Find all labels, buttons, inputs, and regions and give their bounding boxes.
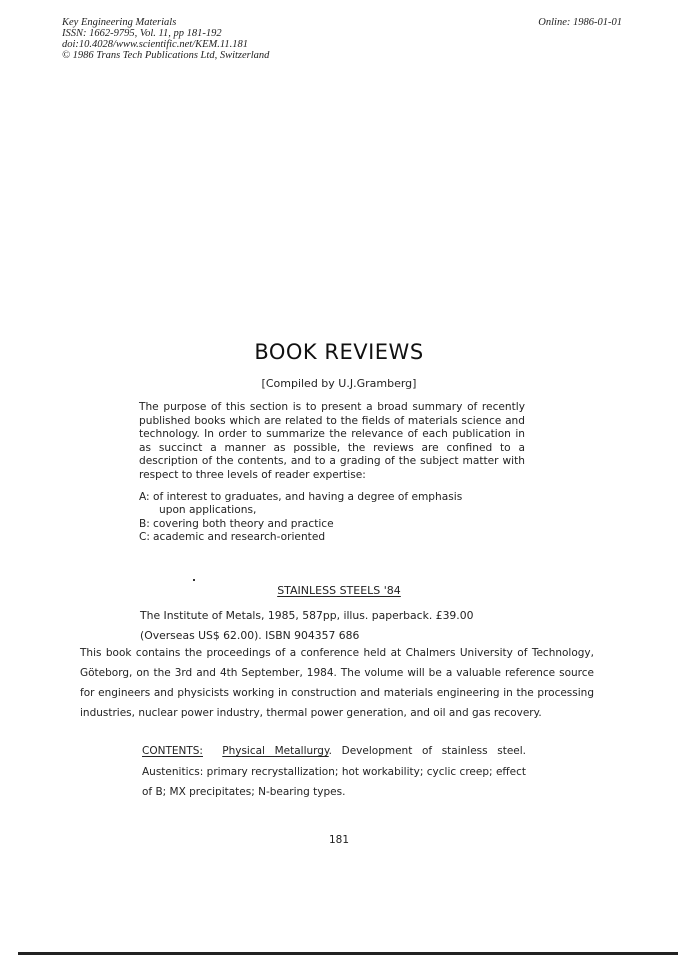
bottom-rule — [18, 952, 678, 955]
level-key: B: — [139, 517, 150, 530]
section-title: BOOK REVIEWS — [254, 340, 424, 364]
level-key: A: — [139, 491, 150, 503]
level-description: covering both theory and practice — [153, 517, 334, 530]
book-title-text: STAINLESS STEELS '84 — [277, 584, 401, 597]
price-isbn-line: (Overseas US$ 62.00). ISBN 904357 686 — [140, 629, 360, 642]
level-description: of interest to graduates, and having a degree of emphasis — [153, 491, 463, 503]
publication-details — [140, 606, 540, 646]
level-a — [139, 491, 539, 504]
journal-name: Key Engineering Materials — [62, 17, 177, 28]
journal-header — [62, 17, 269, 61]
online-date: Online: 1986-01-01 — [538, 17, 622, 28]
level-description: academic and research-oriented — [153, 531, 326, 544]
level-a-continued: upon applications, — [159, 504, 257, 517]
level-c — [139, 531, 539, 544]
intro-paragraph: The purpose of this section is to present a broad summary of recently published books which are related to the fields of materials science and technology. In order to summarize the relevance of each publication in as succinct a manner as possible, the reviews are confined to a description of the contents, and to a grading of the subject matter with respect to three levels of reader expertise: — [139, 401, 525, 481]
contents-label: CONTENTS: — [142, 745, 203, 757]
page-number: 181 — [328, 834, 350, 846]
contents-text: . Development of stainless steel. Austenitics: primary recrystallization; hot workability; cyclic creep; effect of B; MX precipitates; N-bearing types. — [142, 745, 527, 798]
level-b — [139, 518, 539, 531]
level-key: C: — [139, 531, 150, 544]
compiled-by: [Compiled by U.J.Gramberg] — [261, 377, 417, 390]
doi-line: doi:10.4028/www.scientific.net/KEM.11.181 — [62, 39, 248, 50]
issn-line: ISSN: 1662-9795, Vol. 11, pp 181-192 — [62, 28, 222, 39]
review-summary: This book contains the proceedings of a conference held at Chalmers University of Technology, Göteborg, on the 3rd and 4th September, 1984. The volume will be a valuable reference source for engineers and physicists working in construction and materials engineering in the processing industries, nuclear power industry, thermal power generation, and oil and gas recovery. — [80, 647, 594, 719]
copyright-line: © 1986 Trans Tech Publications Ltd, Switzerland — [62, 50, 270, 61]
contents-topic: Physical Metallurgy — [222, 745, 329, 757]
expertise-levels — [139, 491, 539, 545]
book-title — [0, 584, 678, 597]
contents-paragraph — [142, 741, 526, 803]
publisher-line: The Institute of Metals, 1985, 587pp, illus. paperback. £39.00 — [140, 609, 474, 622]
print-speck — [193, 579, 195, 581]
